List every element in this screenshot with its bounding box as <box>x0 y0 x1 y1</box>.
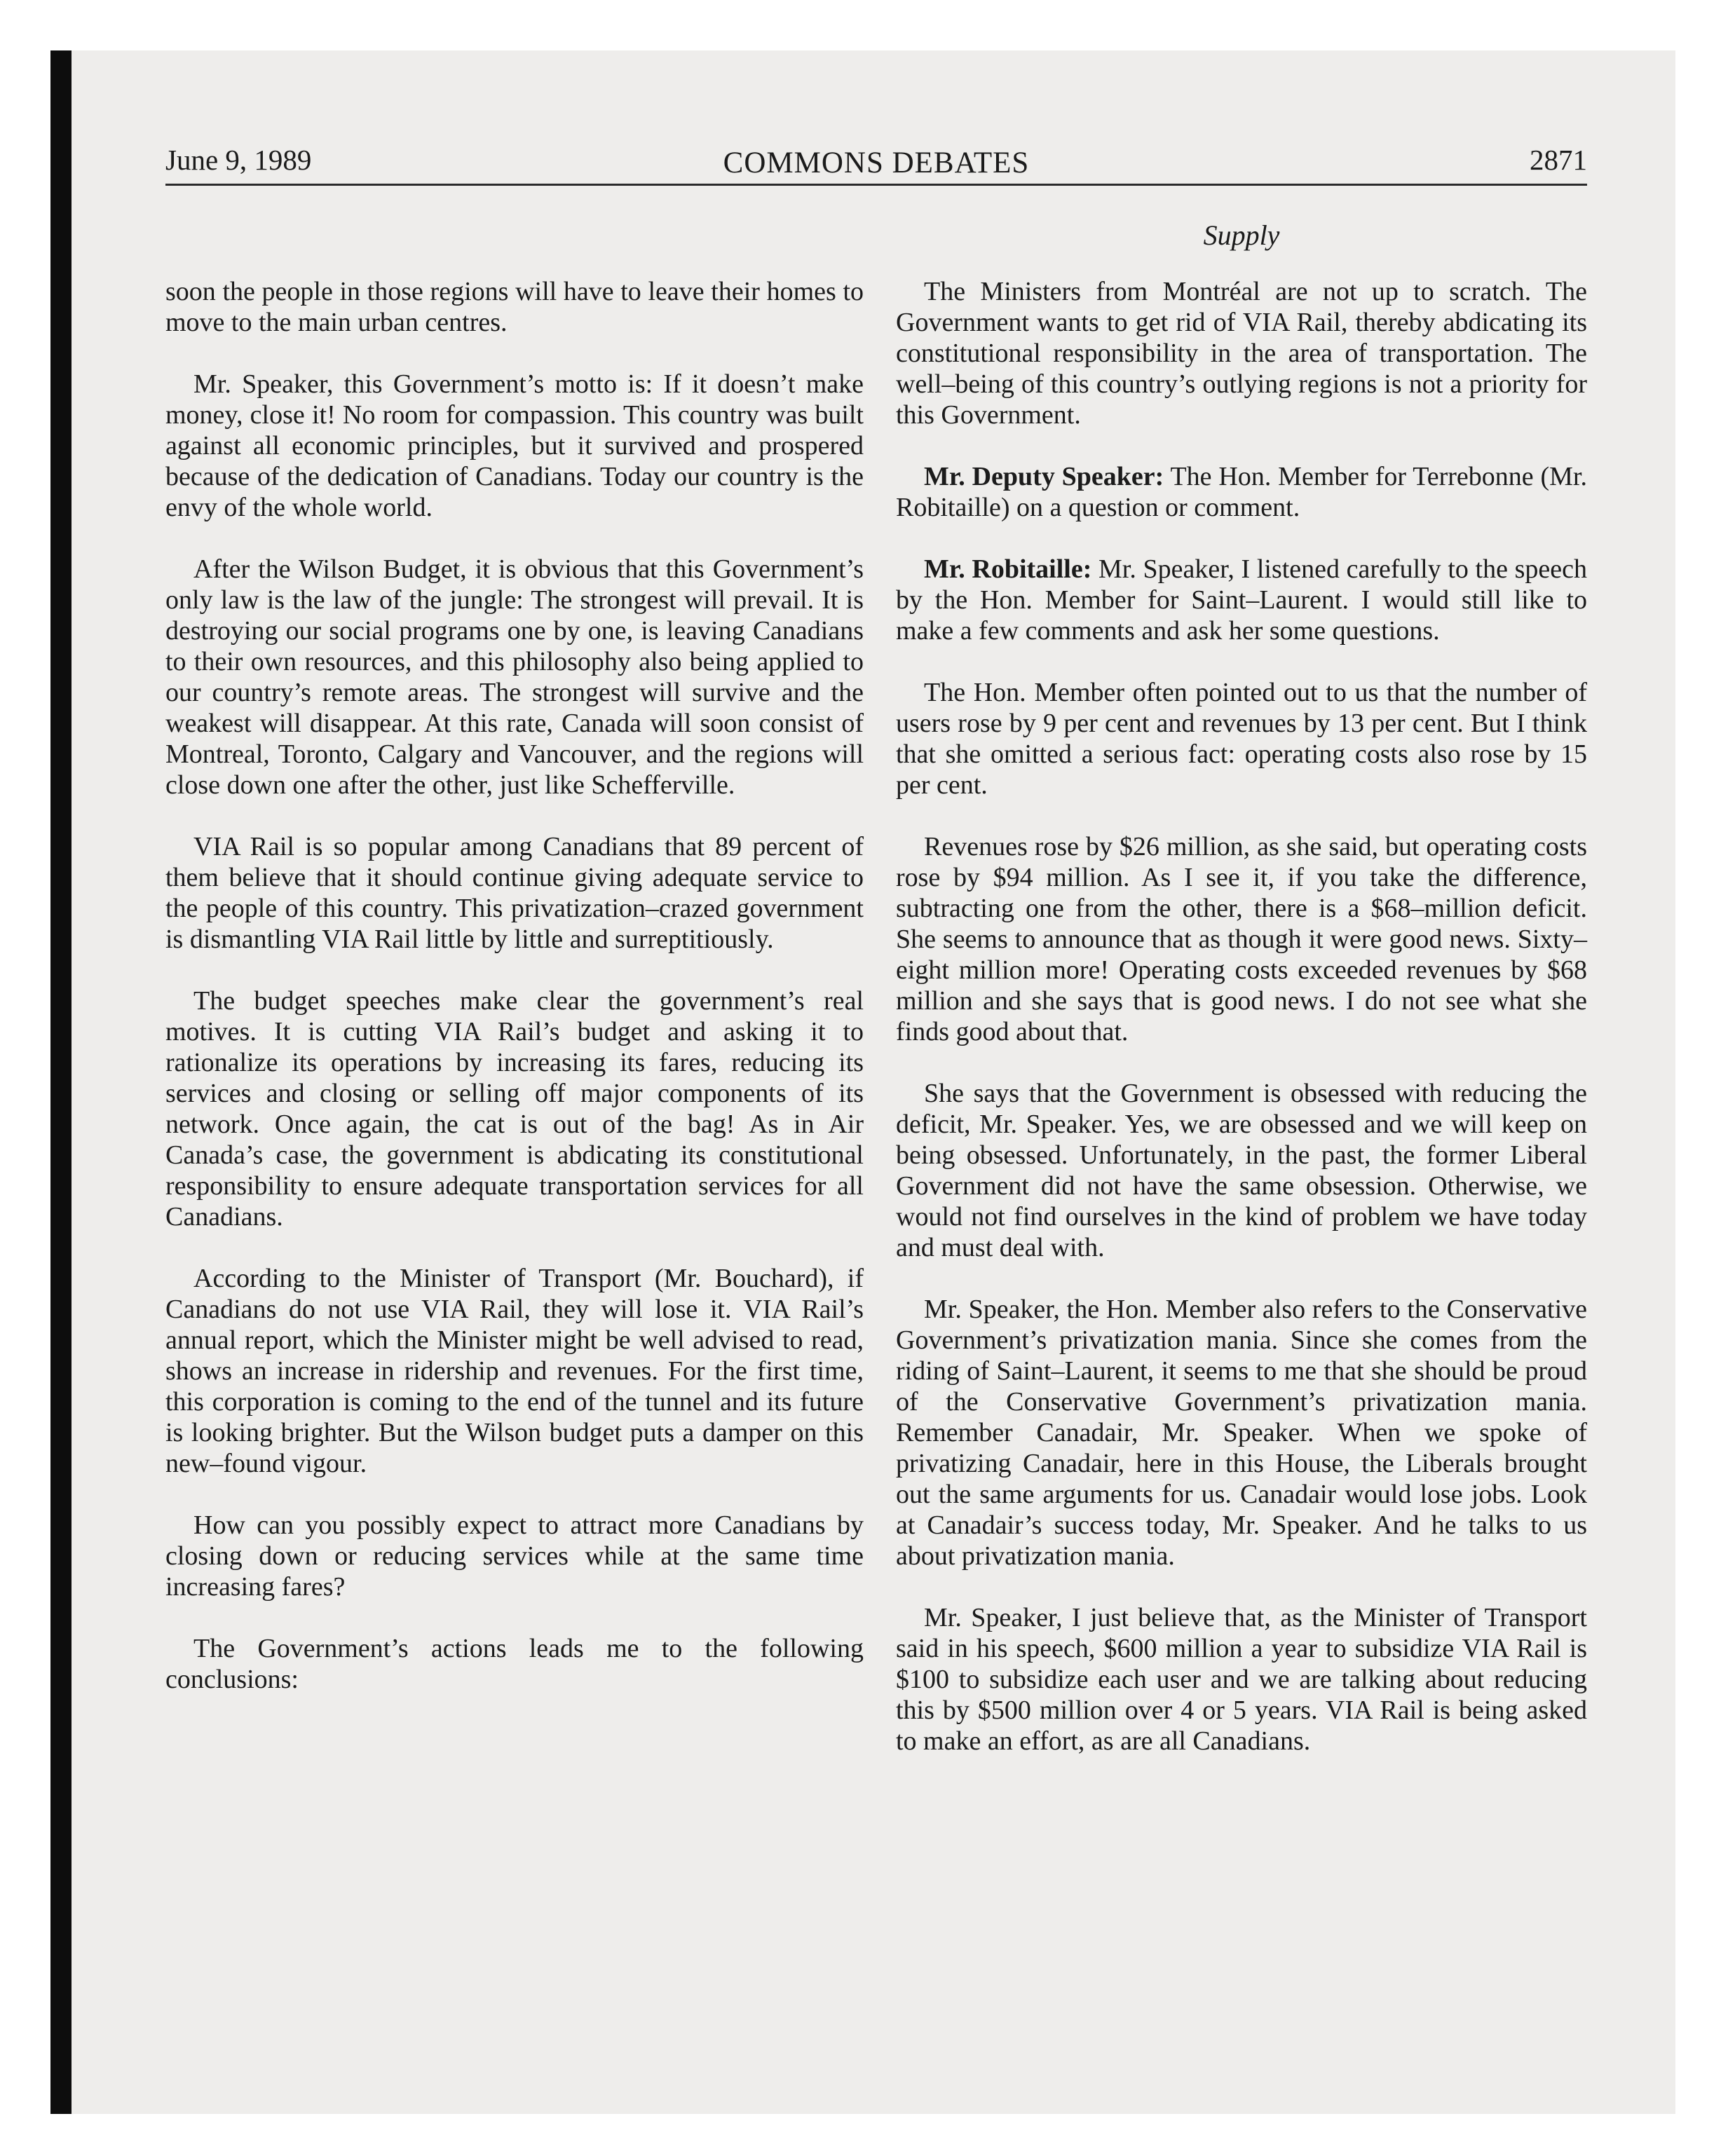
paragraph: Mr. Speaker, the Hon. Member also refers to the Conservative Government’s privatization mania. Since she comes from the riding of Saint–Laurent, it seems to me that she should be proud of the Conservative Government’s privatization mania. Remember Canadair, Mr. Speaker. When we spoke of privatizing Canadair, here in this House, the Liberals brought out the same arguments for us. Canadair would lose jobs. Look at Canadair’s success today, Mr. Speaker. And he talks to us about privatization mania. <box>896 1295 1587 1571</box>
paragraph: She says that the Government is obsessed with reducing the deficit, Mr. Speaker. Yes, we are obsessed and we will keep on being obsessed. Unfortunately, in the past, the former Liberal Government did not have the same obsession. Otherwise, we would not find ourselves in the kind of problem we have today and must deal with. <box>896 1079 1587 1262</box>
paragraph: After the Wilson Budget, it is obvious that this Government’s only law is the law of the jungle: The strongest will prevail. It is destroying our social programs one by one, is leaving Canadians to their own resources, and this philosophy also being applied to our country’s remote areas. The strongest will survive and the weakest will disappear. At this rate, Canada will soon consist of Montreal, Toronto, Calgary and Vancouver, and the regions will close down one after the other, just like Schefferville. <box>165 554 864 800</box>
paragraph: The budget speeches make clear the government’s real motives. It is cutting VIA Rail’s budget and asking it to rationalize its operations by increasing its fares, reducing its services and closing or selling off major components of its network. Once again, the cat is out of the bag! As in Air Canada’s case, the government is abdicating its constitutional responsibility to ensure adequate transportation services for all Canadians. <box>165 986 864 1231</box>
paragraph: VIA Rail is so popular among Canadians that 89 percent of them believe that it should continue giving adequate service to the people of this country. This privatization–crazed government is dismantling VIA Rail little by little and surreptitiously. <box>165 832 864 954</box>
speaker-paragraph <box>896 461 1587 523</box>
paragraph: The Government’s actions leads me to the following conclusions: <box>165 1634 864 1694</box>
right-column <box>896 276 1587 1787</box>
section-label: Supply <box>1203 219 1280 251</box>
speech-text: The Hon. Member for Terrebonne (Mr. Robitaille) on a question or comment. <box>896 462 1587 522</box>
speaker-paragraph <box>896 554 1587 646</box>
binding-edge <box>50 50 72 2114</box>
paragraph: The Hon. Member often pointed out to us that the number of users rose by 9 per cent and revenues by 13 per cent. But I think that she omitted a serious fact: operating costs also rose by 15 per cent. <box>896 678 1587 800</box>
header-date: June 9, 1989 <box>165 144 312 176</box>
speaker-name: Mr. Deputy Speaker: <box>924 462 1164 491</box>
page-number: 2871 <box>1530 144 1587 176</box>
paragraph: Revenues rose by $26 million, as she said, but operating costs rose by $94 million. As I see it, if you take the difference, subtracting one from the other, there is a $68–million deficit. She seems to announce that as though it were good news. Sixty–eight million more! Operating costs exceeded revenues by $68 million and she says that is good news. I do not see what she finds good about that. <box>896 832 1587 1046</box>
paragraph: Mr. Speaker, I just believe that, as the Minister of Transport said in his speech, $600 million a year to subsidize VIA Rail is $100 to subsidize each user and we are talking about reducing this by $500 million over 4 or 5 years. VIA Rail is being asked to make an effort, as are all Canadians. <box>896 1603 1587 1756</box>
header-title: COMMONS DEBATES <box>723 146 1030 179</box>
paragraph: soon the people in those regions will have to leave their homes to move to the main urban centres. <box>165 277 864 337</box>
paragraph: The Ministers from Montréal are not up to scratch. The Government wants to get rid of VIA Rail, thereby abdicating its constitutional responsibility in the area of transportation. The well–being of this country’s outlying regions is not a priority for this Government. <box>896 277 1587 430</box>
paragraph: According to the Minister of Transport (Mr. Bouchard), if Canadians do not use VIA Rail, they will lose it. VIA Rail’s annual report, which the Minister might be well advised to read, shows an increase in ridership and revenues. For the first time, this corporation is coming to the end of the tunnel and its future is looking brighter. But the Wilson budget puts a damper on this new–found vigour. <box>165 1264 864 1478</box>
paragraph: Mr. Speaker, this Government’s motto is: If it doesn’t make money, close it! No room for compassion. This country was built against all economic principles, but it survived and prospered because of the dedication of Canadians. Today our country is the envy of the whole world. <box>165 369 864 522</box>
header-rule <box>165 184 1587 186</box>
running-header <box>165 137 1587 182</box>
paragraph: How can you possibly expect to attract more Canadians by closing down or reducing services while at the same time increasing fares? <box>165 1510 864 1602</box>
speech-text: Mr. Speaker, I listened carefully to the speech by the Hon. Member for Saint–Laurent. I would still like to make a few comments and ask her some questions. <box>896 554 1587 646</box>
speaker-name: Mr. Robitaille: <box>924 554 1092 584</box>
left-column <box>165 276 864 1726</box>
